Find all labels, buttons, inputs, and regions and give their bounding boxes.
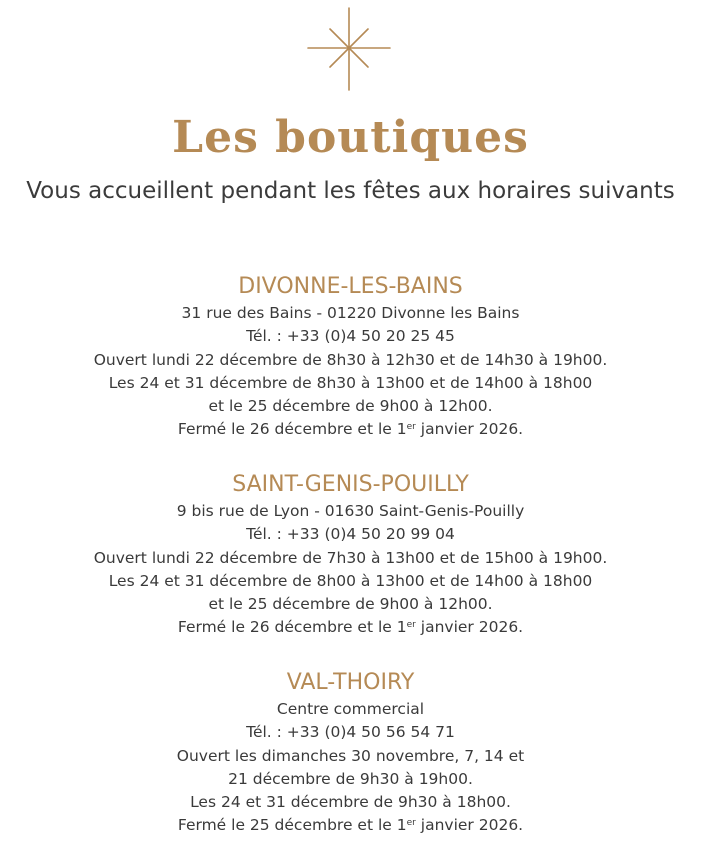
shop-closed-line: [0, 616, 701, 639]
closed-prefix: Fermé le 25 décembre et le 1: [177, 816, 407, 835]
shop-name: VAL-THOIRY: [286, 670, 415, 695]
shop-hours-line: Les 24 et 31 décembre de 8h30 à 13h00 et de 14h00 à 18h00: [108, 373, 593, 392]
shop-address: 31 rue des Bains - 01220 Divonne les Bains: [181, 304, 520, 322]
shop-divonne: [0, 272, 701, 442]
shop-hours-line: Les 24 et 31 décembre de 9h30 à 18h00.: [190, 793, 511, 812]
shop-phone[interactable]: Tél. : +33 (0)4 50 20 25 45: [246, 327, 455, 346]
shop-hours-line: Les 24 et 31 décembre de 8h00 à 13h00 et de 14h00 à 18h00: [108, 571, 593, 590]
shop-hours-line: et le 25 décembre de 9h00 à 12h00.: [208, 397, 493, 416]
shop-address: Centre commercial: [276, 700, 425, 718]
closed-prefix: Fermé le 26 décembre et le 1: [177, 420, 407, 439]
page-title: Les boutiques: [172, 112, 529, 163]
shop-address: 9 bis rue de Lyon - 01630 Saint-Genis-Pouilly: [176, 502, 525, 520]
shop-hours-line: Ouvert lundi 22 décembre de 8h30 à 12h30 et de 14h30 à 19h00.: [93, 350, 608, 369]
page-subtitle: Vous accueillent pendant les fêtes aux horaires suivants: [26, 178, 675, 204]
closed-prefix: Fermé le 26 décembre et le 1: [177, 618, 407, 637]
shop-name: SAINT-GENIS-POUILLY: [232, 472, 469, 497]
closed-suffix: janvier 2026.: [415, 816, 524, 835]
shop-saint-genis: [0, 470, 701, 640]
shop-hours-line: et le 25 décembre de 9h00 à 12h00.: [208, 595, 493, 614]
shop-phone[interactable]: Tél. : +33 (0)4 50 56 54 71: [246, 723, 455, 742]
shop-hours-line: Ouvert lundi 22 décembre de 7h30 à 13h00 et de 15h00 à 19h00.: [93, 548, 608, 567]
shop-hours-line: 21 décembre de 9h30 à 19h00.: [228, 769, 473, 788]
shop-name: DIVONNE-LES-BAINS: [238, 274, 463, 299]
sparkle-star-icon: [306, 6, 392, 92]
ordinal-suffix: er: [406, 818, 416, 829]
ordinal-suffix: er: [406, 422, 416, 433]
shop-closed-line: [0, 418, 701, 441]
closed-suffix: janvier 2026.: [415, 420, 524, 439]
closed-suffix: janvier 2026.: [415, 618, 524, 637]
shop-phone[interactable]: Tél. : +33 (0)4 50 20 99 04: [246, 525, 455, 544]
shop-closed-line: [0, 814, 701, 837]
shop-hours-line: Ouvert les dimanches 30 novembre, 7, 14 et: [176, 746, 525, 765]
ordinal-suffix: er: [406, 620, 416, 631]
shop-val-thoiry: [0, 668, 701, 838]
